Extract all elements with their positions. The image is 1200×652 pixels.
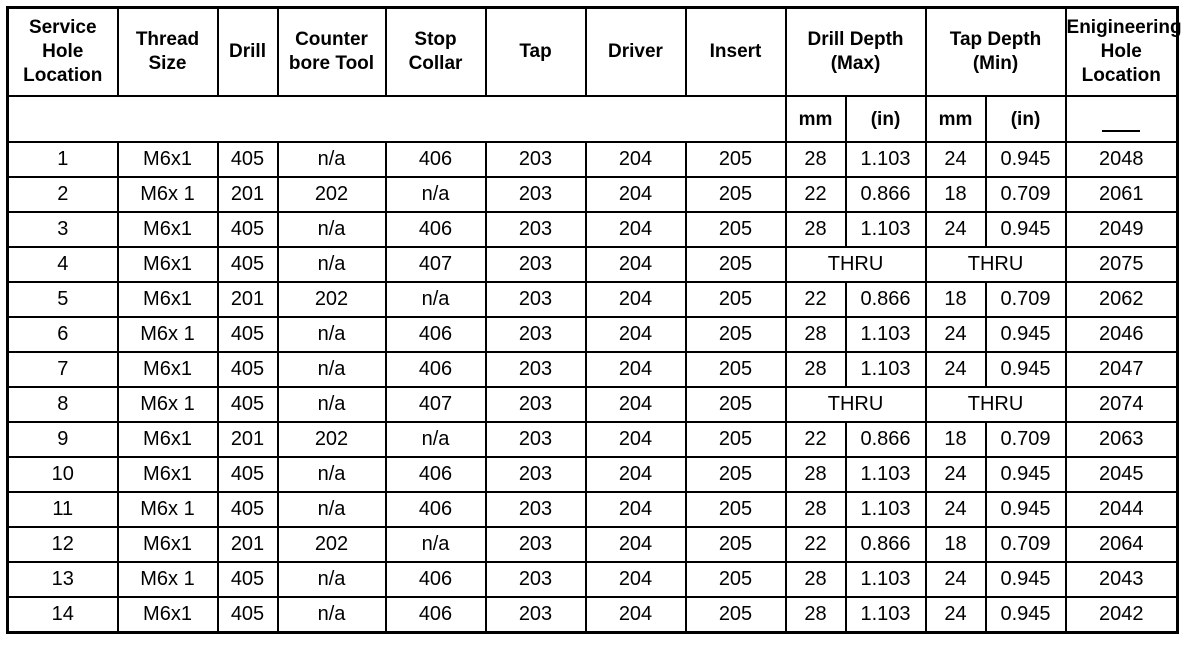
cell-service-hole-location: 9 — [8, 422, 118, 457]
cell-stop-collar: n/a — [386, 527, 486, 562]
cell-drill-depth-in: 1.103 — [846, 562, 926, 597]
cell-engineering-hole-location: 2045 — [1066, 457, 1178, 492]
cell-drill-depth-mm: 22 — [786, 177, 846, 212]
cell-thread-size: M6x 1 — [118, 492, 218, 527]
cell-drill: 201 — [218, 177, 278, 212]
cell-tap: 203 — [486, 422, 586, 457]
table-row — [8, 492, 1178, 527]
table-row — [8, 387, 1178, 422]
table-row — [8, 282, 1178, 317]
cell-drill-depth-mm: 28 — [786, 317, 846, 352]
cell-thread-size: M6x1 — [118, 142, 218, 177]
cell-drill-depth-in: 1.103 — [846, 492, 926, 527]
cell-drill: 405 — [218, 387, 278, 422]
cell-engineering-hole-location: 2074 — [1066, 387, 1178, 422]
cell-tap-depth-in: 0.709 — [986, 282, 1066, 317]
cell-drill: 405 — [218, 247, 278, 282]
cell-stop-collar: 406 — [386, 317, 486, 352]
unit-row-blank — [8, 96, 786, 142]
cell-tap-depth-mm: 24 — [926, 492, 986, 527]
cell-counter-bore-tool: 202 — [278, 177, 386, 212]
cell-drill-depth-in: 0.866 — [846, 177, 926, 212]
cell-service-hole-location: 7 — [8, 352, 118, 387]
cell-driver: 204 — [586, 527, 686, 562]
header-driver: Driver — [586, 8, 686, 97]
cell-thread-size: M6x 1 — [118, 387, 218, 422]
cell-thread-size: M6x1 — [118, 352, 218, 387]
cell-tap-depth-in: 0.945 — [986, 597, 1066, 633]
cell-tap-depth-in: 0.945 — [986, 562, 1066, 597]
cell-service-hole-location: 5 — [8, 282, 118, 317]
cell-engineering-hole-location: 2046 — [1066, 317, 1178, 352]
cell-drill-depth-in: 0.866 — [846, 422, 926, 457]
table-row — [8, 562, 1178, 597]
cell-tap-depth-in: 0.945 — [986, 492, 1066, 527]
table-row — [8, 422, 1178, 457]
table-row — [8, 247, 1178, 282]
cell-insert: 205 — [686, 177, 786, 212]
cell-drill-depth-in: 1.103 — [846, 317, 926, 352]
table-row — [8, 177, 1178, 212]
cell-thread-size: M6x 1 — [118, 317, 218, 352]
unit-row — [8, 96, 1178, 142]
cell-tap-depth-mm: 24 — [926, 317, 986, 352]
cell-drill-depth-in: 1.103 — [846, 597, 926, 633]
cell-tap: 203 — [486, 457, 586, 492]
cell-engineering-hole-location: 2062 — [1066, 282, 1178, 317]
cell-driver: 204 — [586, 247, 686, 282]
cell-drill-depth-in: 1.103 — [846, 212, 926, 247]
cell-tap-depth-thru: THRU — [926, 247, 1066, 282]
cell-stop-collar: 407 — [386, 247, 486, 282]
cell-drill-depth-mm: 22 — [786, 527, 846, 562]
cell-insert: 205 — [686, 527, 786, 562]
cell-driver: 204 — [586, 422, 686, 457]
cell-drill: 405 — [218, 142, 278, 177]
cell-tap-depth-mm: 18 — [926, 282, 986, 317]
cell-tap-depth-mm: 24 — [926, 352, 986, 387]
cell-drill-depth-mm: 28 — [786, 457, 846, 492]
cell-stop-collar: 406 — [386, 457, 486, 492]
cell-tap-depth-in: 0.709 — [986, 527, 1066, 562]
cell-tap: 203 — [486, 142, 586, 177]
cell-drill: 201 — [218, 282, 278, 317]
cell-service-hole-location: 3 — [8, 212, 118, 247]
cell-tap-depth-in: 0.945 — [986, 212, 1066, 247]
cell-tap-depth-thru: THRU — [926, 387, 1066, 422]
cell-service-hole-location: 8 — [8, 387, 118, 422]
cell-counter-bore-tool: n/a — [278, 212, 386, 247]
cell-drill: 405 — [218, 597, 278, 633]
unit-tap-mm: mm — [926, 96, 986, 142]
cell-tap-depth-in: 0.945 — [986, 142, 1066, 177]
table-row — [8, 457, 1178, 492]
cell-drill-depth-in: 0.866 — [846, 282, 926, 317]
cell-stop-collar: 406 — [386, 562, 486, 597]
cell-thread-size: M6x1 — [118, 282, 218, 317]
cell-tap-depth-mm: 24 — [926, 597, 986, 633]
cell-engineering-hole-location: 2044 — [1066, 492, 1178, 527]
cell-driver: 204 — [586, 142, 686, 177]
cell-drill-depth-mm: 28 — [786, 562, 846, 597]
table-row — [8, 527, 1178, 562]
cell-drill: 405 — [218, 457, 278, 492]
cell-tap: 203 — [486, 247, 586, 282]
cell-drill: 405 — [218, 212, 278, 247]
cell-engineering-hole-location: 2063 — [1066, 422, 1178, 457]
header-thread-size: Thread Size — [118, 8, 218, 97]
cell-driver: 204 — [586, 597, 686, 633]
cell-drill-depth-mm: 28 — [786, 142, 846, 177]
cell-drill: 405 — [218, 352, 278, 387]
cell-thread-size: M6x1 — [118, 212, 218, 247]
cell-counter-bore-tool: n/a — [278, 317, 386, 352]
cell-drill-depth-in: 1.103 — [846, 457, 926, 492]
cell-drill-depth-mm: 28 — [786, 212, 846, 247]
cell-tap: 203 — [486, 212, 586, 247]
cell-tap: 203 — [486, 352, 586, 387]
cell-stop-collar: 406 — [386, 492, 486, 527]
cell-counter-bore-tool: n/a — [278, 457, 386, 492]
cell-insert: 205 — [686, 387, 786, 422]
cell-tap-depth-in: 0.945 — [986, 352, 1066, 387]
cell-drill-depth-in: 1.103 — [846, 352, 926, 387]
table-body — [8, 142, 1178, 633]
cell-tap: 203 — [486, 597, 586, 633]
underline-mark — [1102, 129, 1140, 132]
table-row — [8, 142, 1178, 177]
cell-tap: 203 — [486, 527, 586, 562]
cell-tap: 203 — [486, 282, 586, 317]
cell-insert: 205 — [686, 457, 786, 492]
cell-drill: 405 — [218, 317, 278, 352]
table-row — [8, 597, 1178, 633]
cell-drill: 201 — [218, 422, 278, 457]
header-drill-depth: Drill Depth (Max) — [786, 8, 926, 97]
cell-engineering-hole-location: 2049 — [1066, 212, 1178, 247]
cell-tap-depth-in: 0.709 — [986, 422, 1066, 457]
hole-table-sheet — [6, 6, 1182, 634]
unit-engineering-blank — [1066, 96, 1178, 142]
cell-tap: 203 — [486, 317, 586, 352]
cell-drill-depth-mm: 22 — [786, 282, 846, 317]
cell-engineering-hole-location: 2064 — [1066, 527, 1178, 562]
cell-service-hole-location: 2 — [8, 177, 118, 212]
cell-stop-collar: n/a — [386, 177, 486, 212]
table-row — [8, 212, 1178, 247]
cell-insert: 205 — [686, 142, 786, 177]
cell-thread-size: M6x1 — [118, 422, 218, 457]
cell-stop-collar: n/a — [386, 282, 486, 317]
cell-thread-size: M6x1 — [118, 597, 218, 633]
cell-insert: 205 — [686, 212, 786, 247]
cell-driver: 204 — [586, 352, 686, 387]
cell-counter-bore-tool: 202 — [278, 422, 386, 457]
cell-tap-depth-mm: 24 — [926, 212, 986, 247]
header-tap: Tap — [486, 8, 586, 97]
cell-tap-depth-mm: 18 — [926, 177, 986, 212]
cell-driver: 204 — [586, 457, 686, 492]
cell-drill-depth-thru: THRU — [786, 247, 926, 282]
cell-service-hole-location: 13 — [8, 562, 118, 597]
header-counter-bore-tool: Counter bore Tool — [278, 8, 386, 97]
cell-service-hole-location: 1 — [8, 142, 118, 177]
cell-engineering-hole-location: 2043 — [1066, 562, 1178, 597]
cell-counter-bore-tool: 202 — [278, 527, 386, 562]
cell-tap-depth-mm: 18 — [926, 422, 986, 457]
cell-driver: 204 — [586, 177, 686, 212]
cell-insert: 205 — [686, 247, 786, 282]
cell-tap: 203 — [486, 562, 586, 597]
cell-insert: 205 — [686, 282, 786, 317]
cell-insert: 205 — [686, 317, 786, 352]
cell-driver: 204 — [586, 492, 686, 527]
cell-tap-depth-mm: 18 — [926, 527, 986, 562]
cell-tap: 203 — [486, 387, 586, 422]
cell-drill: 201 — [218, 527, 278, 562]
cell-thread-size: M6x 1 — [118, 562, 218, 597]
unit-tap-in: (in) — [986, 96, 1066, 142]
cell-service-hole-location: 10 — [8, 457, 118, 492]
cell-counter-bore-tool: n/a — [278, 597, 386, 633]
cell-insert: 205 — [686, 597, 786, 633]
cell-service-hole-location: 11 — [8, 492, 118, 527]
cell-counter-bore-tool: n/a — [278, 352, 386, 387]
unit-drill-in: (in) — [846, 96, 926, 142]
cell-tap-depth-mm: 24 — [926, 562, 986, 597]
cell-driver: 204 — [586, 387, 686, 422]
cell-drill-depth-in: 0.866 — [846, 527, 926, 562]
cell-engineering-hole-location: 2075 — [1066, 247, 1178, 282]
cell-insert: 205 — [686, 562, 786, 597]
cell-service-hole-location: 12 — [8, 527, 118, 562]
cell-counter-bore-tool: n/a — [278, 247, 386, 282]
table-row — [8, 352, 1178, 387]
cell-service-hole-location: 4 — [8, 247, 118, 282]
cell-insert: 205 — [686, 352, 786, 387]
cell-driver: 204 — [586, 562, 686, 597]
cell-driver: 204 — [586, 317, 686, 352]
header-tap-depth: Tap Depth (Min) — [926, 8, 1066, 97]
cell-counter-bore-tool: n/a — [278, 142, 386, 177]
cell-insert: 205 — [686, 492, 786, 527]
cell-tap: 203 — [486, 492, 586, 527]
header-row — [8, 8, 1178, 97]
cell-tap: 203 — [486, 177, 586, 212]
cell-counter-bore-tool: n/a — [278, 387, 386, 422]
cell-stop-collar: n/a — [386, 422, 486, 457]
cell-stop-collar: 406 — [386, 352, 486, 387]
cell-drill-depth-mm: 28 — [786, 352, 846, 387]
cell-driver: 204 — [586, 212, 686, 247]
cell-engineering-hole-location: 2048 — [1066, 142, 1178, 177]
cell-service-hole-location: 6 — [8, 317, 118, 352]
cell-counter-bore-tool: n/a — [278, 492, 386, 527]
cell-stop-collar: 406 — [386, 142, 486, 177]
header-insert: Insert — [686, 8, 786, 97]
header-drill: Drill — [218, 8, 278, 97]
cell-thread-size: M6x1 — [118, 527, 218, 562]
cell-drill-depth-mm: 28 — [786, 597, 846, 633]
cell-thread-size: M6x1 — [118, 457, 218, 492]
cell-drill: 405 — [218, 562, 278, 597]
cell-drill: 405 — [218, 492, 278, 527]
unit-drill-mm: mm — [786, 96, 846, 142]
cell-service-hole-location: 14 — [8, 597, 118, 633]
cell-tap-depth-in: 0.709 — [986, 177, 1066, 212]
cell-stop-collar: 406 — [386, 597, 486, 633]
cell-tap-depth-mm: 24 — [926, 142, 986, 177]
cell-stop-collar: 407 — [386, 387, 486, 422]
cell-stop-collar: 406 — [386, 212, 486, 247]
cell-tap-depth-mm: 24 — [926, 457, 986, 492]
cell-drill-depth-mm: 28 — [786, 492, 846, 527]
cell-drill-depth-in: 1.103 — [846, 142, 926, 177]
header-service-hole-location: Service Hole Location — [8, 8, 118, 97]
cell-insert: 205 — [686, 422, 786, 457]
cell-engineering-hole-location: 2047 — [1066, 352, 1178, 387]
cell-engineering-hole-location: 2061 — [1066, 177, 1178, 212]
table-row — [8, 317, 1178, 352]
cell-tap-depth-in: 0.945 — [986, 317, 1066, 352]
header-stop-collar: Stop Collar — [386, 8, 486, 97]
cell-driver: 204 — [586, 282, 686, 317]
cell-thread-size: M6x1 — [118, 247, 218, 282]
cell-drill-depth-mm: 22 — [786, 422, 846, 457]
cell-tap-depth-in: 0.945 — [986, 457, 1066, 492]
cell-engineering-hole-location: 2042 — [1066, 597, 1178, 633]
header-engineering-hole-location: Enigineering Hole Location — [1066, 8, 1178, 97]
cell-thread-size: M6x 1 — [118, 177, 218, 212]
cell-counter-bore-tool: 202 — [278, 282, 386, 317]
cell-drill-depth-thru: THRU — [786, 387, 926, 422]
cell-counter-bore-tool: n/a — [278, 562, 386, 597]
service-hole-table — [6, 6, 1182, 634]
